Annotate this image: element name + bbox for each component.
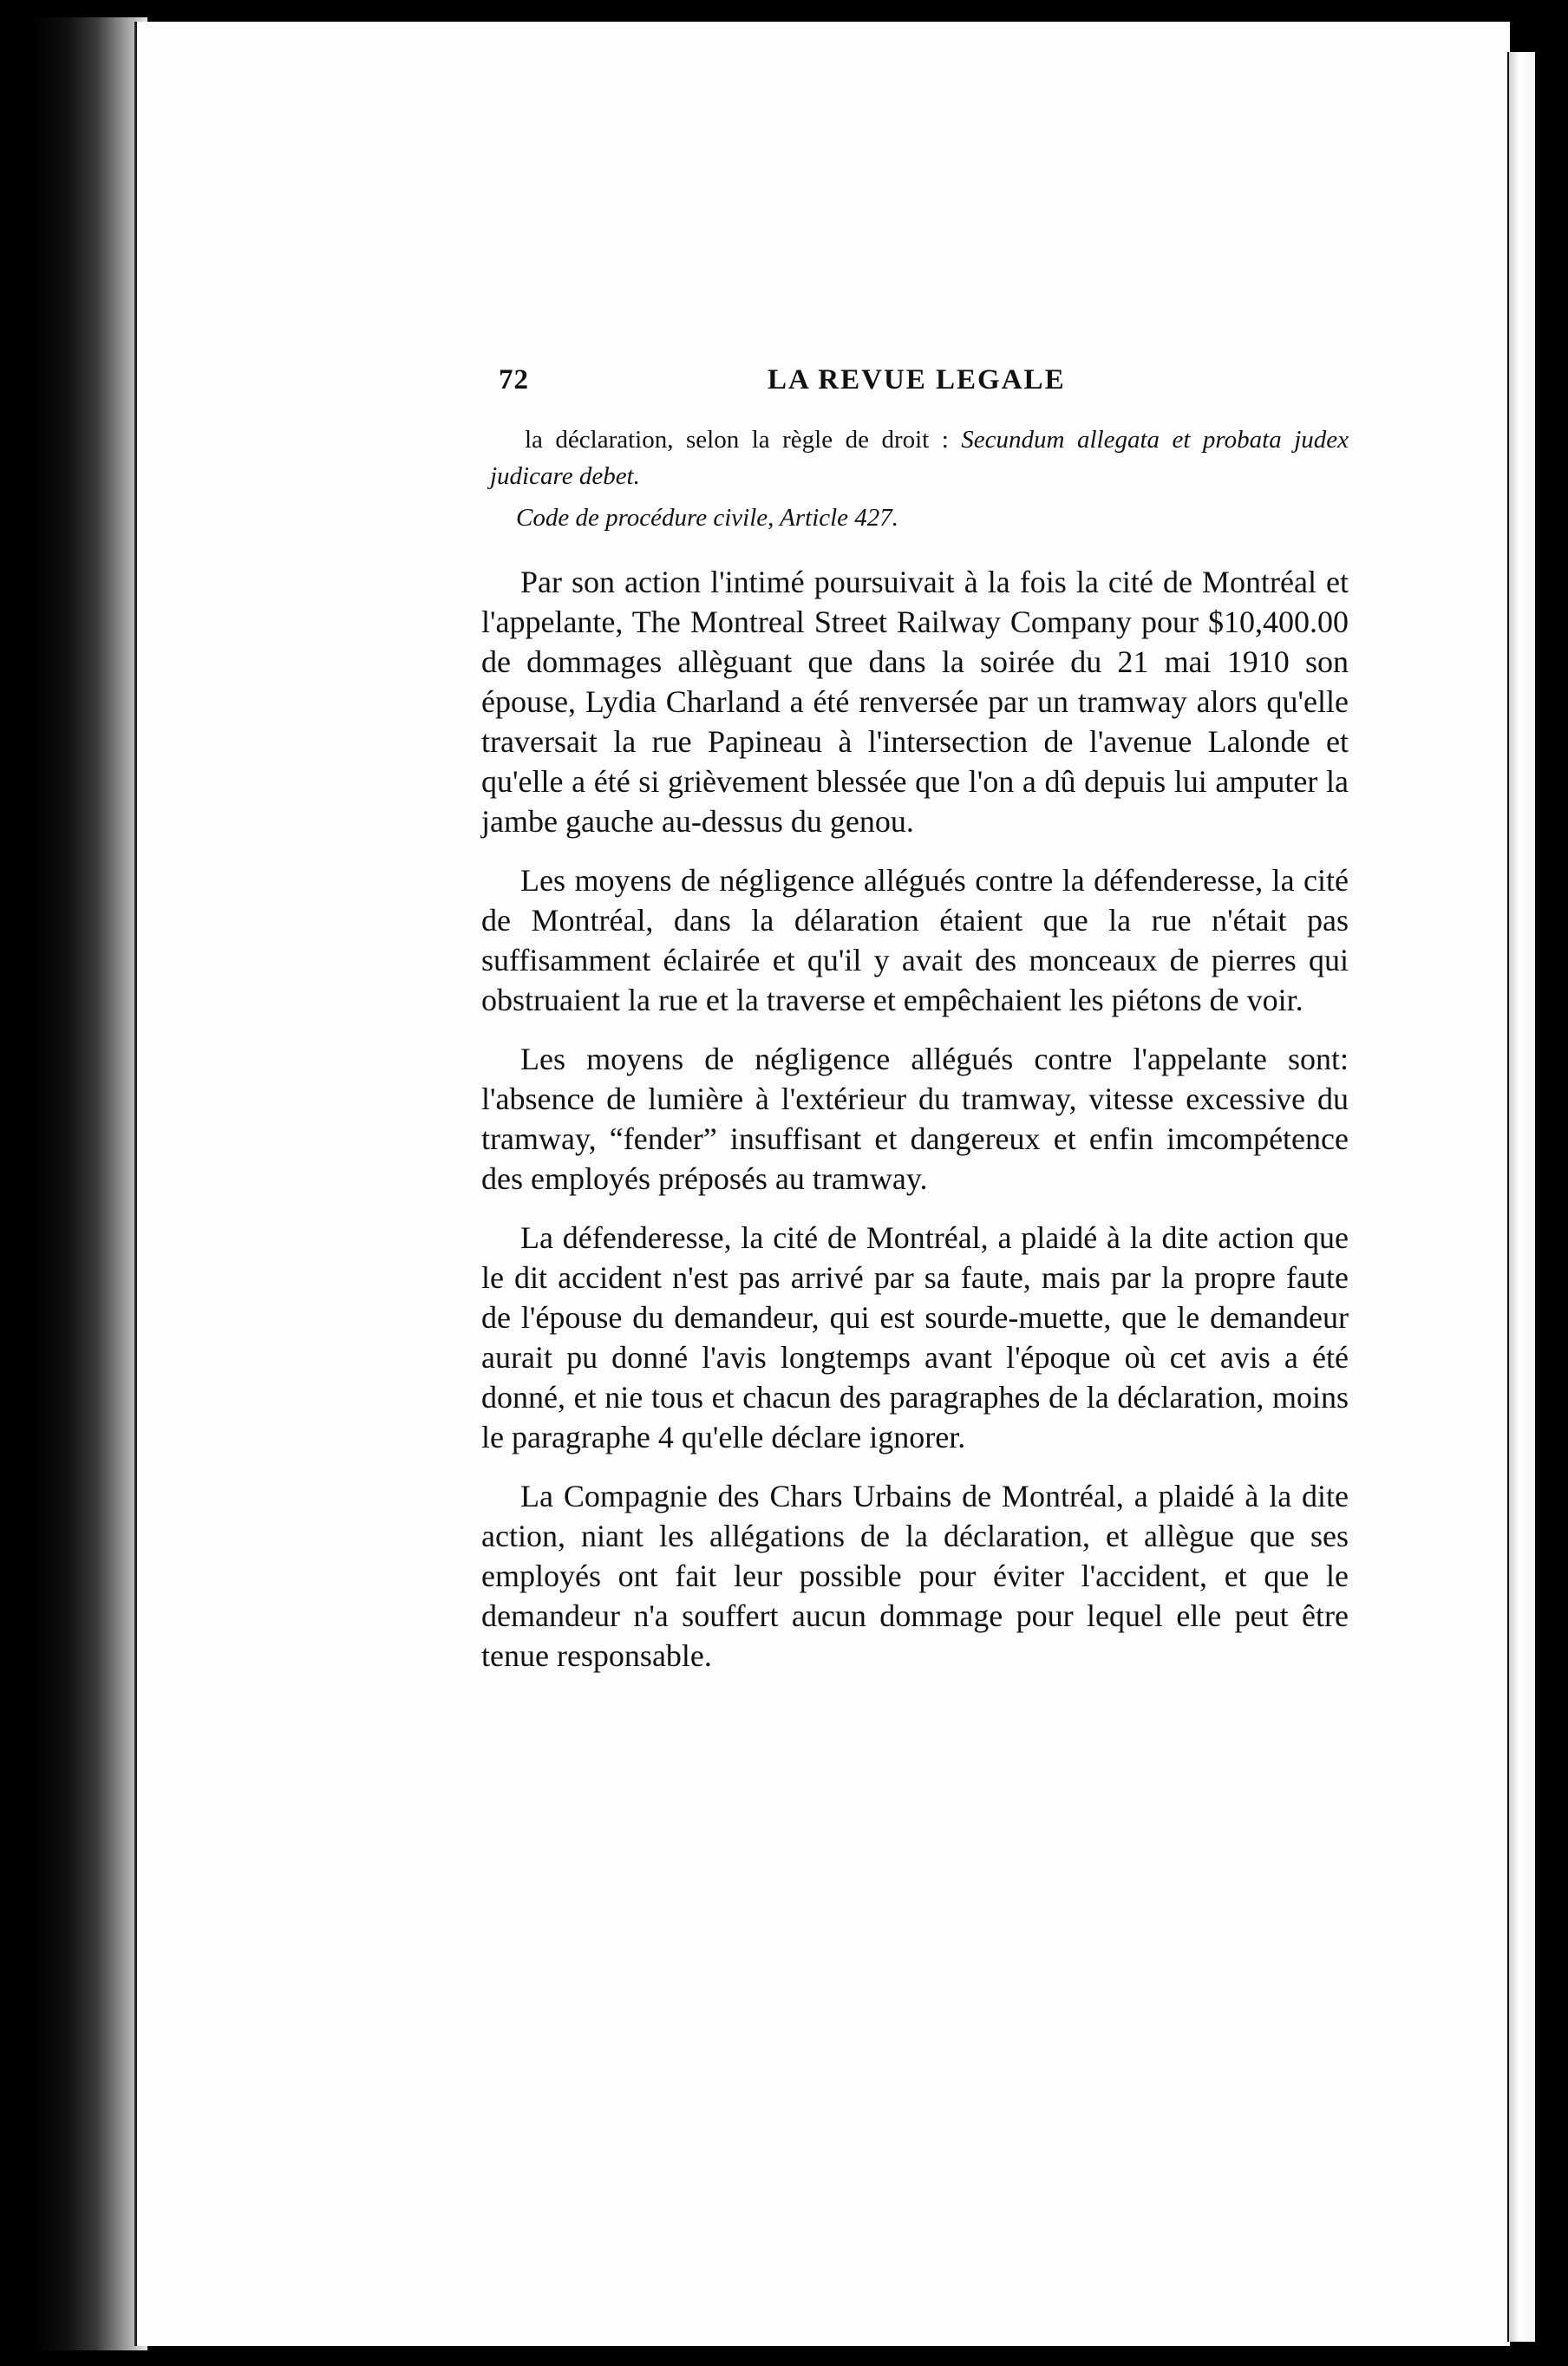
- headnote: [481, 422, 1349, 536]
- paragraph: La Compagnie des Chars Urbains de Montréal, a plaidé à la dite action, niant les allégations de la déclaration, et allègue que ses employés ont fait leur possible pour éviter l'accident, et que le demandeur n'a souffert aucun dommage pour lequel elle peut être tenue responsable.: [481, 1479, 1349, 1673]
- paragraph: Les moyens de négligence allégués contre l'appelante sont: l'absence de lumière à l'extérieur du tramway, vitesse excessive du tramway, “fender” insuffisant et dangereux et enfin imcompétence des employés préposés au tramway.: [481, 1042, 1349, 1196]
- paragraph: La défenderesse, la cité de Montréal, a plaidé à la dite action que le dit accident n'est pas arrivé par sa faute, mais par la propre faute de l'épouse du demandeur, qui est sourde-muette, que le demandeur aurait pu donné l'avis longtemps avant l'époque où cet avis a été donné, et nie tous et chacun des paragraphes de la déclaration, moins le paragraphe 4 qu'elle déclare ignorer.: [481, 1220, 1349, 1454]
- page-text-block: [481, 364, 1349, 1695]
- book-binding-edge: [35, 17, 147, 2350]
- paragraph: Par son action l'intimé poursuivait à la fois la cité de Montréal et l'appelante, The Montreal Street Railway Company pour $10,400.00 de dommages allèguant que dans la soirée du 21 mai 1910 son épouse, Lydia Charland a été renversée par un tramway alors qu'elle traversait la rue Papineau à l'intersection de l'avenue Lalonde et qu'elle a été si grièvement blessée que l'on a dû depuis lui amputer la jambe gauche au-dessus du genou.: [481, 565, 1349, 839]
- facing-page-edge: [1507, 52, 1535, 2342]
- body-text: [481, 562, 1349, 1676]
- page-number: 72: [499, 364, 529, 395]
- running-title: LA REVUE LEGALE: [768, 364, 1066, 395]
- code-citation: Code de procédure civile, Article 427.: [516, 504, 899, 532]
- headnote-lead: la déclaration, selon la règle de droit :: [525, 426, 962, 454]
- paragraph: Les moyens de négligence allégués contre la défenderesse, la cité de Montréal, dans la délaration étaient que la rue n'était pas suffisamment éclairée et qu'il y avait des monceaux de pierres qui obstruaient la rue et la traverse et empêchaient les piétons de voir.: [481, 863, 1349, 1017]
- latin-maxim: Secundum allegata et probata judex judicare debet.: [490, 426, 1349, 490]
- headnote-text: [490, 422, 1349, 494]
- page-header: [481, 364, 1349, 416]
